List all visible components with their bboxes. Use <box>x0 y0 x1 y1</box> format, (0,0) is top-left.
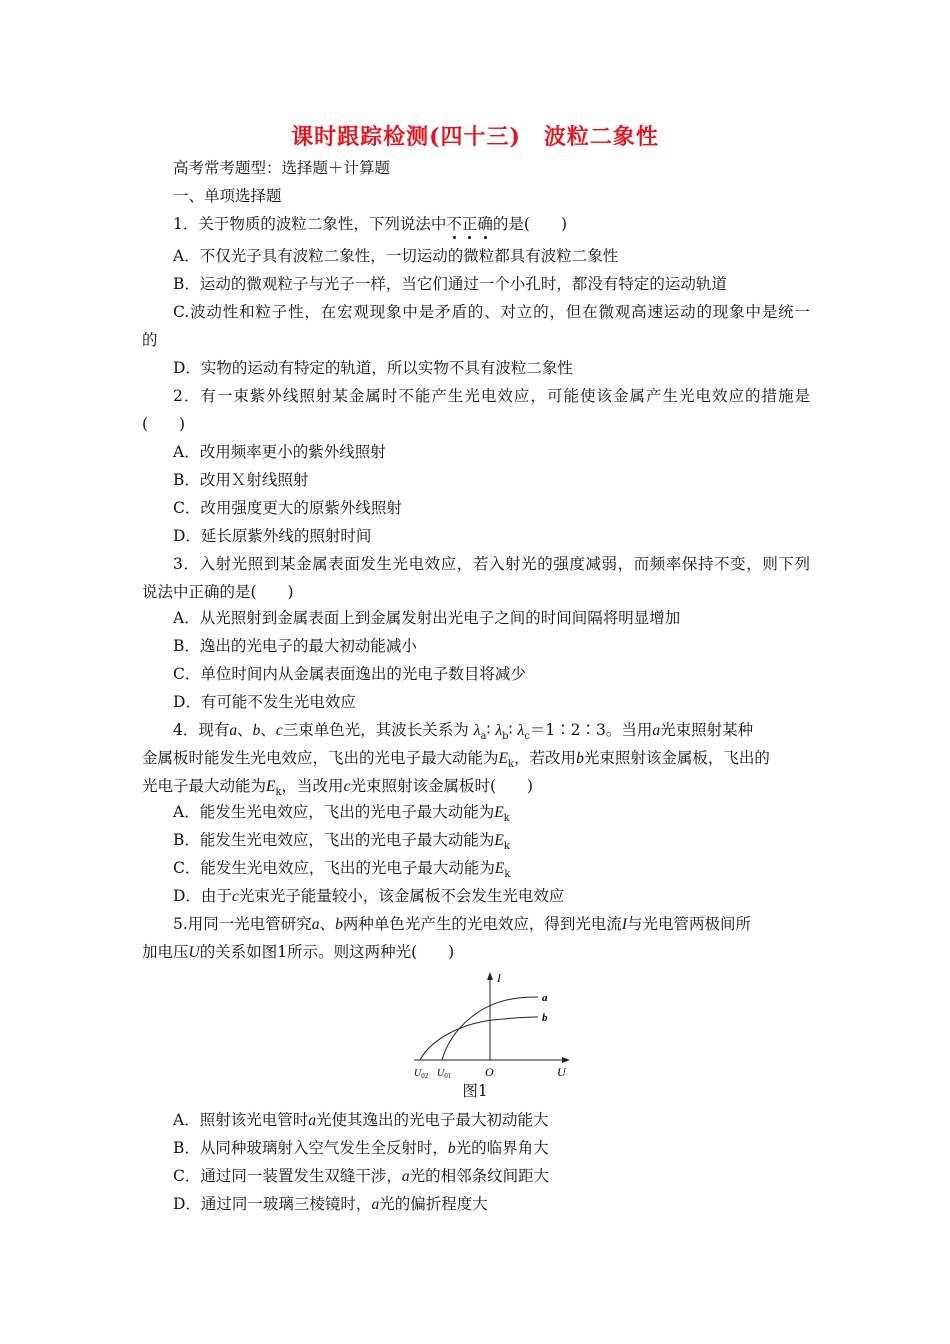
q2-stem: 2．有一束紫外线照射某金属时不能产生光电效应，可能使该金属产生光电效应的措施是 <box>173 387 810 405</box>
q5-option-a: A．照射该光电管时a光使其逸出的光电子最大初动能大 <box>173 1111 549 1129</box>
q3-option-d: D．有可能不发生光电效应 <box>173 693 356 711</box>
q2-option-d: D．延长原紫外线的照射时间 <box>173 527 372 545</box>
page-title: 课时跟踪检测(四十三) 波粒二象性 <box>291 124 659 150</box>
q4-option-b: B．能发生光电效应，飞出的光电子最大动能为$E_k$ <box>173 831 510 853</box>
q4-option-a: A．能发生光电效应，飞出的光电子最大动能为$E_k$ <box>173 803 510 825</box>
q3-stem: 3．入射光照到某金属表面发生光电效应，若入射光的强度减弱，而频率保持不变，则下列 <box>173 555 810 573</box>
q3-option-a: A．从光照射到金属表面上到金属发射出光电子之间的时间间隔将明显增加 <box>173 609 681 627</box>
q4-stem-line1: 4．现有a、b、c三束单色光，其波长关系为 $\lambda_a∶$ $\lambda_b∶$ $\lambda_c=1∶2∶3$。当用a光束照射某种 <box>173 721 754 743</box>
i-axis-arrow <box>487 972 493 980</box>
q4-stem-line2: 金属板时能发生光电效应，飞出的光电子最大动能为$E_k$，若改用b光束照射该金属板，飞出的 <box>142 749 770 771</box>
u-axis-arrow <box>562 1057 570 1063</box>
origin-label: O <box>485 1065 494 1078</box>
q5-option-c: C．通过同一装置发生双缝干涉，a光的相邻条纹间距大 <box>173 1167 550 1185</box>
q1-option-b: B．运动的微观粒子与光子一样，当它们通过一个小孔时，都没有特定的运动轨道 <box>173 275 727 293</box>
q3-option-c: C．单位时间内从金属表面逸出的光电子数目将减少 <box>173 665 526 683</box>
q4-option-c: C．能发生光电效应，飞出的光电子最大动能为$E_k$ <box>173 859 511 881</box>
q1-stem: 1．关于物质的波粒二象性，下列说法中不正确的是( ) <box>173 215 568 233</box>
q5-option-b: B．从同种玻璃射入空气发生全反射时，b光的临界角大 <box>173 1139 549 1157</box>
question-type-line: 高考常考题型：选择题＋计算题 <box>173 159 391 177</box>
q4-option-d: D．由于c光束光子能量较小，该金属板不会发生光电效应 <box>173 887 565 905</box>
curve-a-label: a <box>542 992 548 1004</box>
curve-b-label: b <box>542 1012 548 1024</box>
axis-label-u: U <box>557 1065 566 1078</box>
iu-curve-figure <box>412 966 582 1078</box>
q1-option-c: C.波动性和粒子性，在宏观现象中是矛盾的、对立的，但在微观高速运动的现象中是统一 <box>173 303 810 321</box>
q5-stem-line1: 5.用同一光电管研究a、b两种单色光产生的光电效应，得到光电流I与光电管两极间所 <box>173 915 752 933</box>
emphasis-char: 确 <box>477 215 493 233</box>
q5-option-d: D．通过同一玻璃三棱镜时，a光的偏折程度大 <box>173 1195 488 1213</box>
q2-option-b: B．改用Ｘ射线照射 <box>173 471 309 489</box>
q2-stem-cont: ( ) <box>142 415 186 433</box>
q4-stem-line3: 光电子最大动能为$E_k$，当改用c光束照射该金属板时( ) <box>142 777 534 799</box>
q2-option-c: C．改用强度更大的原紫外线照射 <box>173 499 402 517</box>
emphasis-char: 正 <box>461 215 478 233</box>
q1-option-a: A．不仅光子具有波粒二象性，一切运动的微粒都具有波粒二象性 <box>173 247 619 265</box>
figure-caption: 图1 <box>462 1082 488 1100</box>
q3-option-b: B．逸出的光电子的最大初动能减小 <box>173 637 417 655</box>
axis-label-i: I <box>497 971 501 985</box>
q2-option-a: A．改用频率更小的紫外线照射 <box>173 443 386 461</box>
u01-label: $U_{01}$ <box>437 1068 452 1078</box>
q3-stem-cont: 说法中正确的是( ) <box>142 583 294 601</box>
section-heading: 一、单项选择题 <box>173 187 282 205</box>
q5-stem-line2: 加电压U的关系如图1所示。则这两种光( ) <box>142 943 455 961</box>
emphasis-char: 不 <box>446 215 462 233</box>
curve-b <box>420 1017 538 1060</box>
u02-label: $U_{02}$ <box>414 1068 429 1078</box>
q1-option-d: D．实物的运动有特定的轨道，所以实物不具有波粒二象性 <box>173 359 573 377</box>
q1-option-c-cont: 的 <box>142 331 158 349</box>
